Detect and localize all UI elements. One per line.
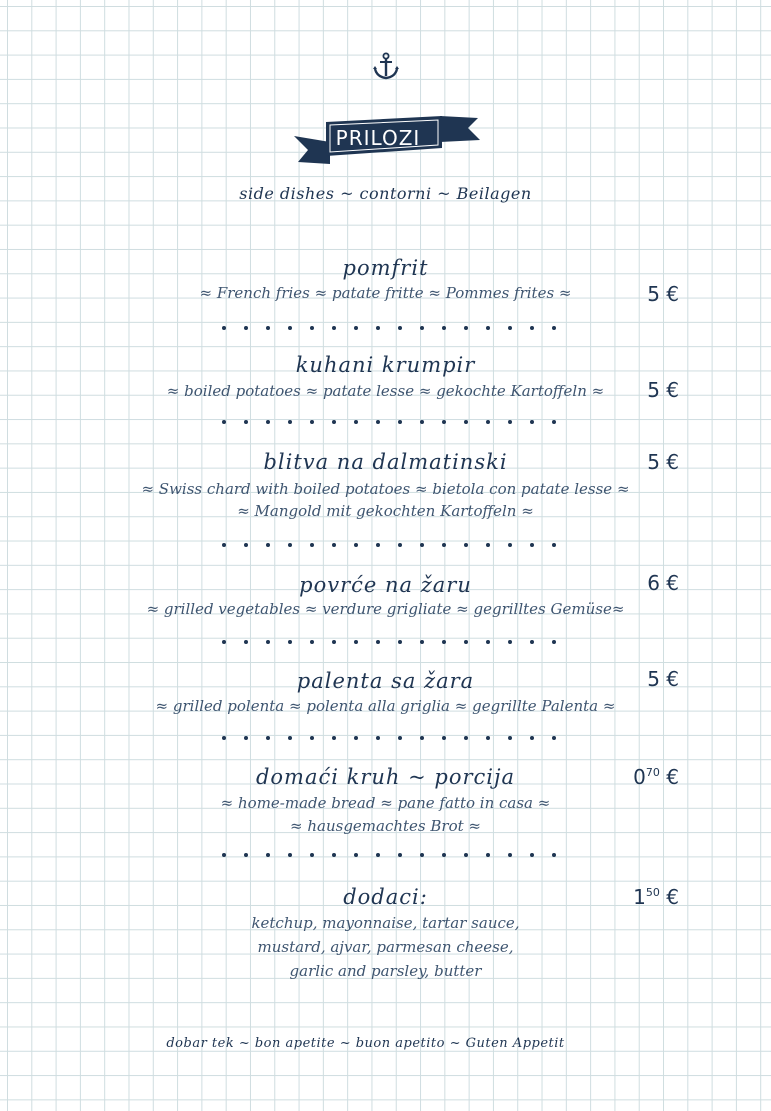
item-description: ≈ grilled vegetables ≈ verdure grigliate ≈ gegrilltes Gemüse≈ bbox=[146, 600, 625, 618]
item-name: povrće na žaru bbox=[299, 573, 472, 597]
item-price: 6 € bbox=[647, 571, 679, 595]
anchor-icon bbox=[370, 52, 402, 82]
dot-divider bbox=[222, 324, 556, 332]
price-currency: € bbox=[659, 765, 679, 789]
price-cents: 70 bbox=[645, 766, 660, 779]
title-banner bbox=[290, 112, 482, 166]
item-description: ≈ Swiss chard with boiled potatoes ≈ bietola con patate lesse ≈ bbox=[141, 480, 630, 498]
price-main: 0 bbox=[633, 765, 646, 789]
dot-divider bbox=[222, 734, 556, 742]
item-description: mustard, ajvar, parmesan cheese, bbox=[257, 938, 514, 956]
item-description: ketchup, mayonnaise, tartar sauce, bbox=[251, 914, 520, 932]
item-name: domaći kruh ~ porcija bbox=[255, 765, 516, 789]
item-description: ≈ boiled potatoes ≈ patate lesse ≈ gekochte Kartoffeln ≈ bbox=[166, 382, 605, 400]
item-price: 5 € bbox=[647, 667, 679, 691]
item-price bbox=[633, 885, 679, 909]
price-currency: € bbox=[659, 885, 679, 909]
item-price bbox=[633, 765, 679, 789]
dot-divider bbox=[222, 638, 556, 646]
price-cents: 50 bbox=[645, 886, 660, 899]
item-price: 5 € bbox=[647, 378, 679, 402]
item-price: 5 € bbox=[647, 450, 679, 474]
price-main: 1 bbox=[633, 885, 646, 909]
item-name: blitva na dalmatinski bbox=[263, 450, 508, 474]
subtitle: side dishes ~ contorni ~ Beilagen bbox=[239, 184, 532, 203]
item-description: ≈ French fries ≈ patate fritte ≈ Pommes frites ≈ bbox=[199, 284, 572, 302]
item-description: ≈ Mangold mit gekochten Kartoffeln ≈ bbox=[237, 502, 534, 520]
item-name: kuhani krumpir bbox=[295, 353, 476, 377]
item-name: palenta sa žara bbox=[296, 669, 475, 693]
item-name: pomfrit bbox=[342, 256, 429, 280]
footer-greeting: dobar tek ~ bon apetite ~ buon apetito ~ Guten Appetit bbox=[166, 1036, 565, 1051]
page-title: PRILOZI bbox=[335, 126, 421, 150]
dot-divider bbox=[222, 541, 556, 549]
dot-divider bbox=[222, 418, 556, 426]
item-price: 5 € bbox=[647, 282, 679, 306]
dot-divider bbox=[222, 851, 556, 859]
item-description: ≈ home-made bread ≈ pane fatto in casa ≈ bbox=[220, 794, 551, 812]
item-description: ≈ hausgemachtes Brot ≈ bbox=[290, 817, 481, 835]
item-description: ≈ grilled polenta ≈ polenta alla griglia ≈ gegrillte Palenta ≈ bbox=[155, 697, 616, 715]
item-description: garlic and parsley, butter bbox=[289, 962, 482, 980]
item-name: dodaci: bbox=[343, 885, 428, 909]
